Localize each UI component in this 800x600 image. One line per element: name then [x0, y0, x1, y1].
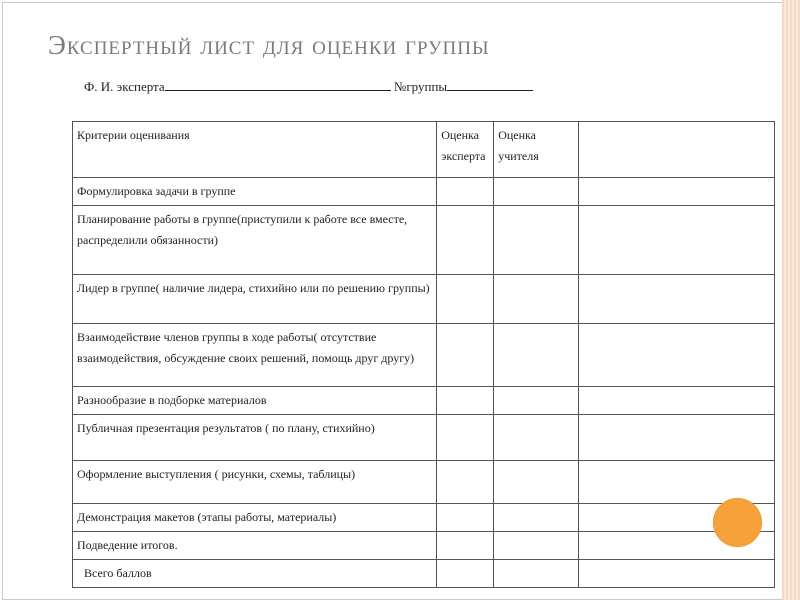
expert-score-cell[interactable]	[437, 461, 494, 504]
extra-cell[interactable]	[578, 560, 774, 588]
expert-name-blank	[165, 79, 391, 91]
teacher-score-cell[interactable]	[494, 461, 578, 504]
expert-info-line	[84, 79, 533, 95]
total-row	[73, 560, 775, 588]
criterion-cell: Взаимодействие членов группы в ходе работы( отсутствие взаимодействия, обсуждение своих решений, помощь друг другу)	[73, 324, 437, 387]
table-row	[73, 324, 775, 387]
teacher-score-cell[interactable]	[494, 504, 578, 532]
table-row	[73, 275, 775, 324]
extra-cell[interactable]	[578, 275, 774, 324]
criterion-cell: Оформление выступления ( рисунки, схемы, таблицы)	[73, 461, 437, 504]
decorative-circle	[713, 498, 762, 547]
table-row	[73, 504, 775, 532]
group-number-blank	[447, 79, 533, 91]
expert-name-label: Ф. И. эксперта	[84, 79, 165, 94]
expert-score-cell[interactable]	[437, 324, 494, 387]
expert-score-cell[interactable]	[437, 560, 494, 588]
extra-cell[interactable]	[578, 387, 774, 415]
table-row	[73, 206, 775, 275]
criterion-cell: Подведение итогов.	[73, 532, 437, 560]
expert-score-cell[interactable]	[437, 415, 494, 461]
teacher-score-cell[interactable]	[494, 415, 578, 461]
extra-cell[interactable]	[578, 206, 774, 275]
total-label-cell: Всего баллов	[73, 560, 437, 588]
table-row	[73, 178, 775, 206]
teacher-score-cell[interactable]	[494, 178, 578, 206]
expert-score-cell[interactable]	[437, 275, 494, 324]
page-title: Экспертный лист для оценки группы	[48, 30, 490, 60]
expert-score-cell[interactable]	[437, 206, 494, 275]
teacher-score-cell[interactable]	[494, 387, 578, 415]
table-row	[73, 532, 775, 560]
group-number-label: №группы	[393, 79, 448, 94]
criterion-cell: Формулировка задачи в группе	[73, 178, 437, 206]
teacher-score-cell[interactable]	[494, 560, 578, 588]
extra-cell[interactable]	[578, 461, 774, 504]
criterion-cell: Планирование работы в группе(приступили к работе все вместе, распределили обязанности)	[73, 206, 437, 275]
expert-score-cell[interactable]	[437, 387, 494, 415]
header-extra	[578, 122, 774, 178]
criterion-cell: Лидер в группе( наличие лидера, стихийно или по решению группы)	[73, 275, 437, 324]
expert-score-cell[interactable]	[437, 504, 494, 532]
header-teacher-score: Оценка учителя	[494, 122, 578, 178]
extra-cell[interactable]	[578, 178, 774, 206]
header-criteria: Критерии оценивания	[73, 122, 437, 178]
teacher-score-cell[interactable]	[494, 324, 578, 387]
teacher-score-cell[interactable]	[494, 532, 578, 560]
criterion-cell: Публичная презентация результатов ( по плану, стихийно)	[73, 415, 437, 461]
extra-cell[interactable]	[578, 324, 774, 387]
table-row	[73, 387, 775, 415]
teacher-score-cell[interactable]	[494, 206, 578, 275]
evaluation-table	[72, 121, 775, 588]
table-row	[73, 461, 775, 504]
teacher-score-cell[interactable]	[494, 275, 578, 324]
decorative-stripes	[782, 0, 800, 600]
extra-cell[interactable]	[578, 415, 774, 461]
expert-score-cell[interactable]	[437, 532, 494, 560]
table-header-row	[73, 122, 775, 178]
expert-score-cell[interactable]	[437, 178, 494, 206]
header-expert-score: Оценка эксперта	[437, 122, 494, 178]
table-row	[73, 415, 775, 461]
criterion-cell: Демонстрация макетов (этапы работы, материалы)	[73, 504, 437, 532]
criterion-cell: Разнообразие в подборке материалов	[73, 387, 437, 415]
